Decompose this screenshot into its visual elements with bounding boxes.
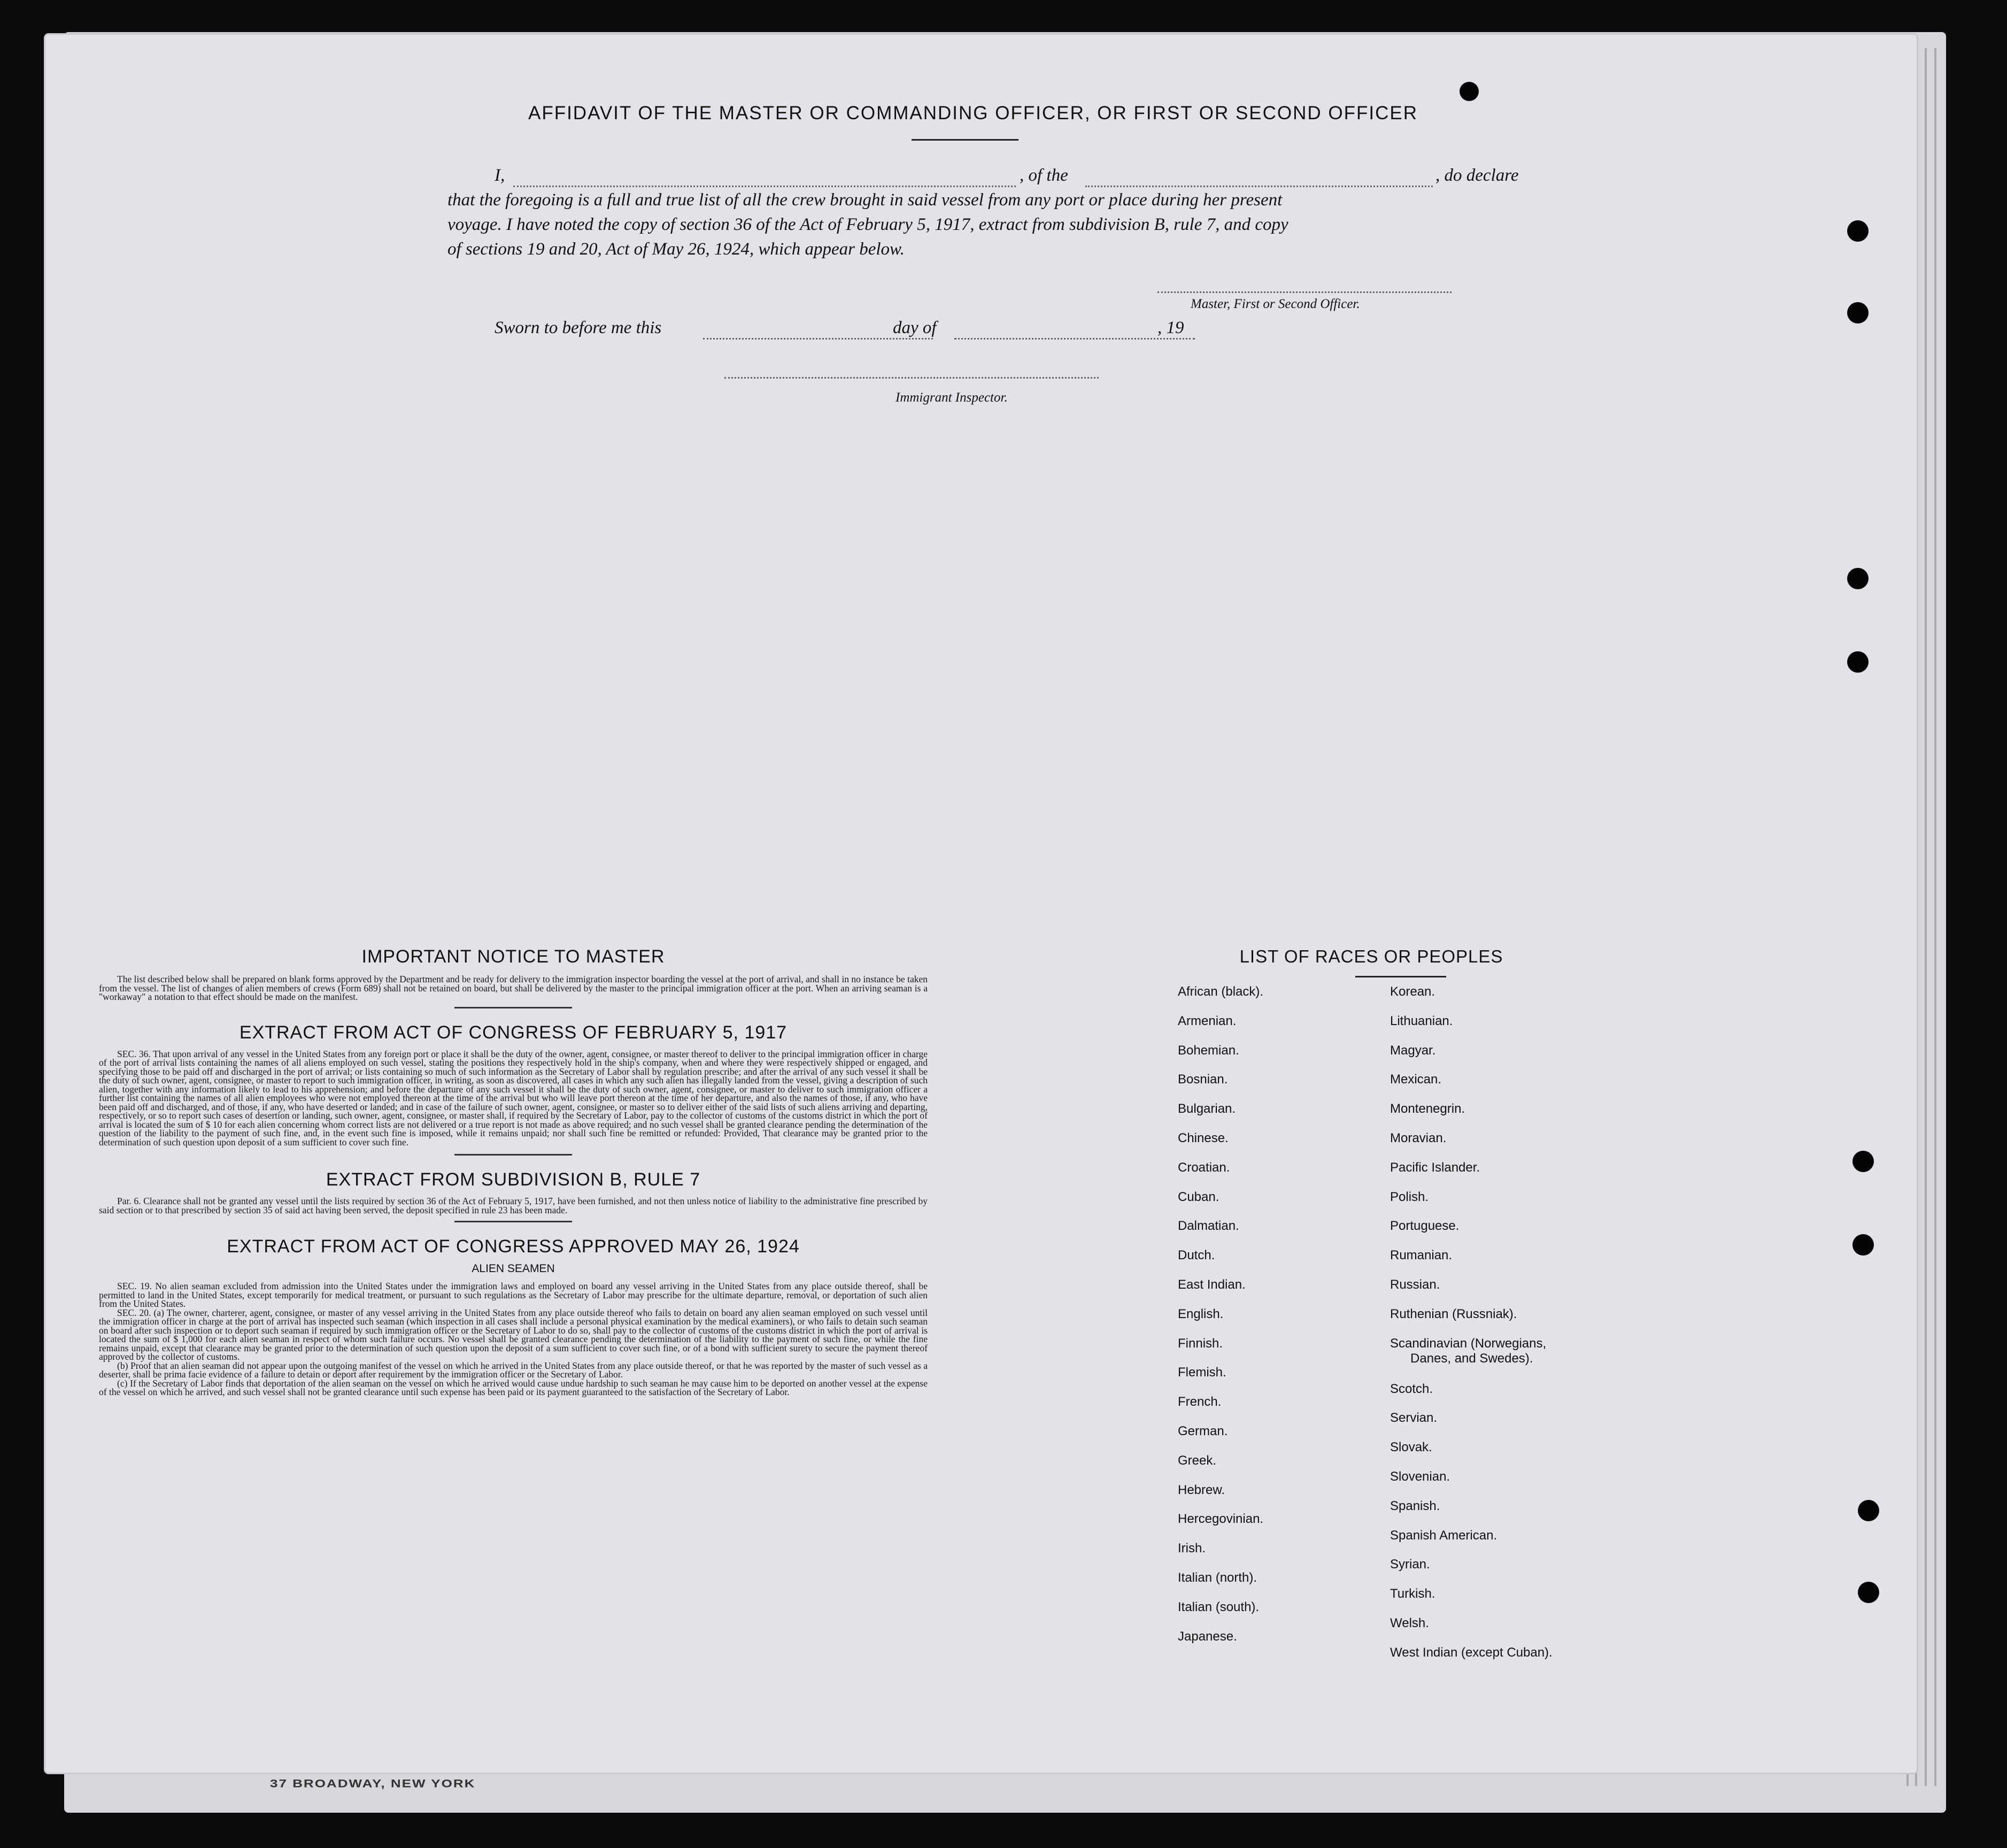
extract-1924-body (99, 1282, 928, 1397)
race-item: German. (1178, 1424, 1228, 1438)
rule7-heading: EXTRACT FROM SUBDIVISION B, RULE 7 (326, 1169, 701, 1190)
race-item: Montenegrin. (1390, 1102, 1465, 1116)
title-rule (912, 139, 1018, 141)
sworn-day-field[interactable] (703, 338, 933, 340)
inspector-signature-line[interactable] (724, 377, 1099, 379)
notice-body (99, 975, 928, 1002)
officer-label: Master, First or Second Officer. (1191, 297, 1360, 311)
race-item: Syrian. (1390, 1557, 1430, 1572)
race-item: Turkish. (1390, 1587, 1435, 1601)
race-item: Dutch. (1178, 1248, 1215, 1263)
affidavit-of-the: , of the (1020, 166, 1068, 185)
affidavit-i: I, (495, 166, 505, 185)
rule7-body (99, 1197, 928, 1214)
sec19-text: SEC. 19. No alien seaman excluded from admission into the United States under the immigration laws and employed on board any vessel arriving in the United States from any place outside thereof, shall be permitted to land in the United States, except temporarily for medical treatment, or pursuant to such regulations as the Secretary of Labor may prescribe for the ultimate departure, removal, or deportation of such alien from the United States. (99, 1281, 928, 1309)
divider (454, 1007, 572, 1008)
race-item: Lithuanian. (1390, 1013, 1453, 1028)
race-item: Korean. (1390, 984, 1435, 999)
year-text: , 19 (1157, 318, 1184, 337)
race-item: Moravian. (1390, 1131, 1447, 1145)
affidavit-line-2: that the foregoing is a full and true list of all the crew brought in said vessel from any port or place during her present (447, 190, 1283, 210)
race-item: Irish. (1178, 1541, 1206, 1556)
race-item: Ruthenian (Russniak). (1390, 1306, 1517, 1321)
race-item: Hercegovinian. (1178, 1512, 1264, 1527)
race-item: Magyar. (1390, 1043, 1436, 1058)
race-item: Flemish. (1178, 1365, 1226, 1380)
race-item: Danes, and Swedes). (1410, 1351, 1533, 1366)
punch-hole (1858, 1582, 1879, 1603)
punch-hole (1847, 651, 1869, 673)
race-item: Welsh. (1390, 1615, 1429, 1630)
races-rule (1355, 976, 1446, 977)
notice-heading: IMPORTANT NOTICE TO MASTER (361, 946, 665, 967)
divider (454, 1221, 572, 1222)
day-of-text: day of (893, 318, 937, 337)
race-item: Bulgarian. (1178, 1102, 1236, 1116)
races-heading: LIST OF RACES OR PEOPLES (1239, 946, 1503, 966)
race-item: Slovak. (1390, 1440, 1432, 1455)
punch-hole (1847, 302, 1869, 324)
race-item: African (black). (1178, 984, 1264, 999)
race-item: West Indian (except Cuban). (1390, 1645, 1553, 1660)
race-item: Slovenian. (1390, 1469, 1450, 1484)
race-item: Spanish American. (1390, 1528, 1497, 1543)
race-item: Pacific Islander. (1390, 1160, 1480, 1175)
punch-hole (1852, 1234, 1874, 1256)
race-item: Chinese. (1178, 1131, 1229, 1145)
affidavit-title: AFFIDAVIT OF THE MASTER OR COMMANDING OFFICER, OR FIRST OR SECOND OFFICER (528, 103, 1418, 124)
race-item: Bosnian. (1178, 1072, 1228, 1087)
race-item: Polish. (1390, 1189, 1429, 1204)
race-item: Armenian. (1178, 1013, 1237, 1028)
race-item: Russian. (1390, 1277, 1440, 1292)
position-field[interactable] (1085, 186, 1433, 187)
affidavit-line-4: of sections 19 and 20, Act of May 26, 1924, which appear below. (447, 240, 905, 259)
divider (454, 1154, 572, 1156)
race-item: Bohemian. (1178, 1043, 1239, 1058)
race-item: East Indian. (1178, 1277, 1246, 1292)
race-item: Japanese. (1178, 1629, 1237, 1644)
name-field[interactable] (513, 186, 1016, 187)
race-item: Scotch. (1390, 1381, 1433, 1396)
notice-text: The list described below shall be prepared on blank forms approved by the Department and be ready for delivery to the immigration inspector boarding the vessel at the port of arrival, and shall in no instance be taken from the vessel. The list of changes of alien members of crews (Form 689) shall not be retained on board, but shall be delivered by the master to the principal immigration officer at the port. When an arriving seaman is a "workaway" a notation to that effect should be made on the manifest. (99, 974, 928, 1002)
sworn-month-field[interactable] (954, 338, 1195, 340)
notices-column (99, 946, 928, 1397)
punch-hole (1847, 220, 1869, 242)
inspector-label: Immigrant Inspector. (896, 390, 1008, 405)
affidavit-line-3: voyage. I have noted the copy of section 36 of the Act of February 5, 1917, extract from subdivision B, rule 7, and copy (447, 215, 1288, 234)
race-item: Italian (south). (1178, 1599, 1260, 1614)
affidavit-declare: , do declare (1435, 166, 1519, 185)
rule7-text: Par. 6. Clearance shall not be granted any vessel until the lists required by section 36 of the Act of February 5, 1917, have been furnished, and not then unless notice of liability to the administrative fine prescribed by said section or to that prescribed by section 35 of said act having been served, the deposit specified in rule 23 has been made. (99, 1196, 928, 1215)
officer-signature-line[interactable] (1157, 291, 1452, 293)
alien-seamen-subheading: ALIEN SEAMEN (472, 1262, 555, 1275)
race-item: English. (1178, 1306, 1224, 1321)
race-item: Greek. (1178, 1453, 1217, 1468)
extract-1917-text: SEC. 36. That upon arrival of any vessel in the United States from any foreign port or place it shall be the duty of the owner, agent, consignee, or master thereof to deliver to the principal immigration officer in charge of the port of arrival lists containing the names of all aliens employed on such vessel, stating the positions they respectively hold in the ship's company, when and where they were respectively shipped or engaged, and specifying those to be paid off and discharged in the port of arrival; or lists containing so much of such information as the Secretary of Labor shall by regulation prescribe; and after the arrival of any such vessel it shall be the duty of such owner, agent, consignee, or master to report to such immigration officer, in writing, as soon as discovered, all cases in which any such alien has illegally landed from the vessel, giving a description of such alien, together with any information likely to lead to his apprehension; and before the departure of any such vessel it shall be the duty of such owner, agent, consignee, or master to deliver to such immigration officer a further list containing the names of all alien employees who were not employed thereon at the time of the arrival but who will leave port thereon at the time of her departure, and also the names of those, if any, who have been paid off and discharged, and of those, if any, who have deserted or landed; and in case of the failure of such owner, agent, consignee, or master so to deliver either of the said lists of such aliens arriving and departing, respectively, or so to report such cases of desertion or landing, such owner, agent, consignee, or master shall, if required by the Secretary of Labor, pay to the collector of customs of the customs district in which the port of arrival is located the sum of $ 10 for each alien concerning whom correct lists are not delivered or a true report is not made as above required; and no such vessel shall be granted clearance pending the determination of the question of the liability to the payment of such fine, and, in the event such fine is imposed, while it remains unpaid; nor shall such fine be remitted or refunded: Provided, That clearance may be granted prior to the determination of such question upon deposit of a sum sufficient to cover such fine. (99, 1048, 928, 1148)
sworn-text: Sworn to before me this (495, 318, 662, 337)
race-item: Servian. (1390, 1411, 1438, 1426)
printer-imprint: 37 BROADWAY, NEW YORK (270, 1777, 476, 1790)
race-item: Finnish. (1178, 1336, 1223, 1351)
punch-hole (1858, 1500, 1879, 1521)
sec20a-text: SEC. 20. (a) The owner, charterer, agent, consignee, or master of any vessel arriving in the United States from any place outside thereof who fails to detain on board any alien seaman employed on such vessel until the immigration officer in charge at the port of arrival has inspected such seaman (which inspection in all cases shall include a personal physical examination by the medical examiners), or who fails to detain such seaman on board after such inspection or to deport such seaman if required by such immigration officer or the Secretary of Labor to do so, shall pay to the collector of customs of the customs district in which the port of arrival is located the sum of $ 1,000 for each alien seaman in respect of whom such failure occurs. No vessel shall be granted clearance pending the determination of the liability to the payment of such fine, or while the fine remains unpaid, except that clearance may be granted prior to the determination of such question upon the deposit of a sum sufficient to cover such fine, or of a bond with sufficient surety to secure the payment thereof approved by the collector of customs. (99, 1307, 928, 1362)
race-item: Scandinavian (Norwegians, (1390, 1336, 1547, 1351)
sec20b-text: (b) Proof that an alien seaman did not appear upon the outgoing manifest of the vessel on which he arrived in the United States from any place outside thereof, or that he was reported by the master of such vessel as a deserter, shall be prima facie evidence of a failure to detain or deport after requirement by the immigration officer or the Secretary of Labor. (99, 1360, 928, 1380)
race-item: Spanish. (1390, 1498, 1440, 1513)
punch-hole (1460, 82, 1479, 101)
form-page (45, 35, 1917, 1790)
race-item: Hebrew. (1178, 1482, 1225, 1497)
race-item: Rumanian. (1390, 1248, 1453, 1263)
extract-1924-heading: EXTRACT FROM ACT OF CONGRESS APPROVED MAY 26, 1924 (227, 1236, 800, 1257)
race-item: French. (1178, 1395, 1222, 1410)
punch-hole (1852, 1151, 1874, 1172)
extract-1917-heading: EXTRACT FROM ACT OF CONGRESS OF FEBRUARY 5, 1917 (239, 1022, 788, 1043)
race-item: Dalmatian. (1178, 1219, 1239, 1234)
extract-1917-body (99, 1050, 928, 1147)
race-item: Mexican. (1390, 1072, 1442, 1087)
race-item: Cuban. (1178, 1189, 1219, 1204)
race-item: Portuguese. (1390, 1219, 1460, 1234)
race-item: Croatian. (1178, 1160, 1230, 1175)
punch-hole (1847, 568, 1869, 589)
sec20c-text: (c) If the Secretary of Labor finds that deportation of the alien seaman on the vessel on which he arrived would cause undue hardship to such seaman he may cause him to be deported on another vessel at the expense of the vessel on which he arrived, and such vessel shall not be granted clearance until such expense has been paid or its payment guaranteed to the satisfaction of the Secretary of Labor. (99, 1377, 928, 1397)
race-item: Italian (north). (1178, 1570, 1257, 1585)
